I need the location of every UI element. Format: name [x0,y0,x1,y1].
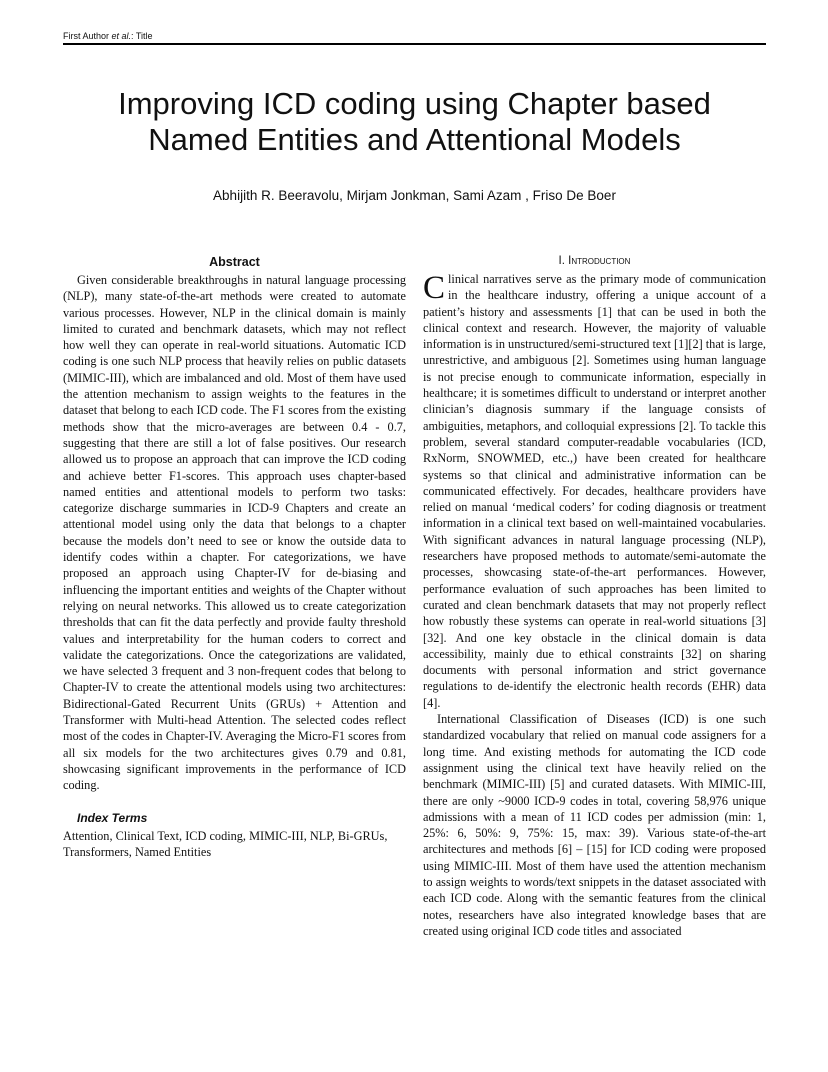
abstract-text: Given considerable breakthroughs in natural language processing (NLP), many state-of-the-art methods were created to automate various processes. However, NLP in the clinical domain is mainly limited to curated and benchmark datasets, which may not reflect how well they can operate in real-world situations. Automatic ICD coding is one such NLP process that heavily relies on public datasets (MIMIC-III), which are imbalanced and old. Most of them have used the attention mechanism to assign weights to the features in the dataset that belong to each ICD code. The F1 scores from the existing methods show that the micro-averages are between 0.4 - 0.7, suggesting that there are still a lot of false positives. Our research allowed us to propose an approach that can improve the ICD coding and achieve better F1-scores. This approach uses chapter-based named entities and attentional models to perform two tasks: categorize discharge summaries in ICD-9 Chapters and create an attentional model using only the data that belongs to a chapter because the models don’t need to see or know the outside data to identify codes within a chapter. For categorizations, we have proposed an approach using Chapter-IV for de-biasing and influencing the important entities and weights of the Chapter without relying on neural networks. This allowed us to create categorization thresholds that can fit the data perfectly and provide faulty threshold values and interpretability for the human coders to correct and validate the categorizations. Once the categorizations are validated, we have selected 3 frequent and 3 non-frequent codes that belong to Chapter-IV to create the attentional models using two architectures: Bidirectional-Gated Recurrent Units (GRUs) + Attention and Transformer with Multi-head Attention. The selected codes reflect most of the codes in Chapter-IV. Averaging the Micro-F1 scores from all six models for the two architectures gives 0.79 and 0.81, showcasing significant improvements in the performance of ICD coding. [63,273,406,793]
left-column [63,254,406,860]
index-terms-text: Attention, Clinical Text, ICD coding, MIMIC-III, NLP, Bi-GRUs, Transformers, Named Entities [63,828,388,860]
running-head-suffix: : Title [131,31,153,41]
introduction-heading: I. Introduction [558,255,631,267]
title-line-2: Named Entities and Attentional Models [148,122,681,157]
index-terms-heading: Index Terms [77,810,148,825]
running-head-prefix: First Author [63,31,112,41]
drop-cap: C [423,270,446,306]
introduction-paragraph-1 [423,271,766,711]
author-list: Abhijith R. Beeravolu, Mirjam Jonkman, Sami Azam , Friso De Boer [213,188,616,203]
introduction-paragraph-2: International Classification of Diseases (ICD) is one such standardized vocabulary that relied on manual code assigners for a long time. And existing methods for automating the ICD code assignment using the clinical text have heavily relied on the benchmark (MIMIC-III) [5] and curated datasets. With MIMIC-III, there are only ~9000 ICD-9 codes in total, covering 58,976 unique admissions with a mean of 11 ICD codes per admission (min: 1, 25%: 6, 50%: 9, 75%: 15, max: 39). Various state-of-the-art architectures and methods [6] – [15] for ICD coding were proposed using MIMIC-III. Most of them have used the attention mechanism to assign weights to words/text snippets in the dataset associated with each ICD code. Along with the semantic features from the clinical notes, researchers have also integrated knowledge bases that are created using original ICD code titles and associated [423,712,766,938]
right-column [423,254,766,939]
running-head [63,30,766,45]
abstract-heading: Abstract [209,255,260,269]
paper-title [63,86,766,158]
title-line-1: Improving ICD coding using Chapter based [118,86,711,121]
running-head-italic: et al. [111,31,132,41]
introduction-paragraph-1-text: linical narratives serve as the primary mode of communication in the healthcare industry, offering a unique account of a patient’s history and assessments [1] that can be used in both the clinical context and research. However, the majority of valuable information is in unstructured/semi-structured text [1][2] that is large, unrestrictive, and ambiguous [2]. Sometimes using human language is not precise enough to communicate information, especially in healthcare; it is sometimes difficult to understand or interpret another clinician’s diagnosis summary if the language consists of ambiguities, metaphors, and colloquial expressions [2]. To tackle this problem, several standard computer-readable vocabularies (ICD, RxNorm, SNOWMED, etc.,) have been created for healthcare systems so that clinical and administrative information can be communicated effectively. For decades, healthcare providers have relied on manual ‘medical coders’ for coding diagnosis or treatment information in a clinical text based on well-maintained vocabularies. With significant advances in natural language processing (NLP), researchers have proposed methods to automate/semi-automate the processes, showcasing state-of-the-art performances. However, performance evaluation of such approaches has been limited to curated and clean benchmark datasets that may not properly reflect how robustly these systems can operate in real-world situations [3][32]. And one key obstacle in the clinical domain is data accessibility, mainly due to ethical constraints [32] on sharing documents with personal information and strict governance regulations to de-identify the electronic health records (EHR) data [4]. [423,272,766,710]
